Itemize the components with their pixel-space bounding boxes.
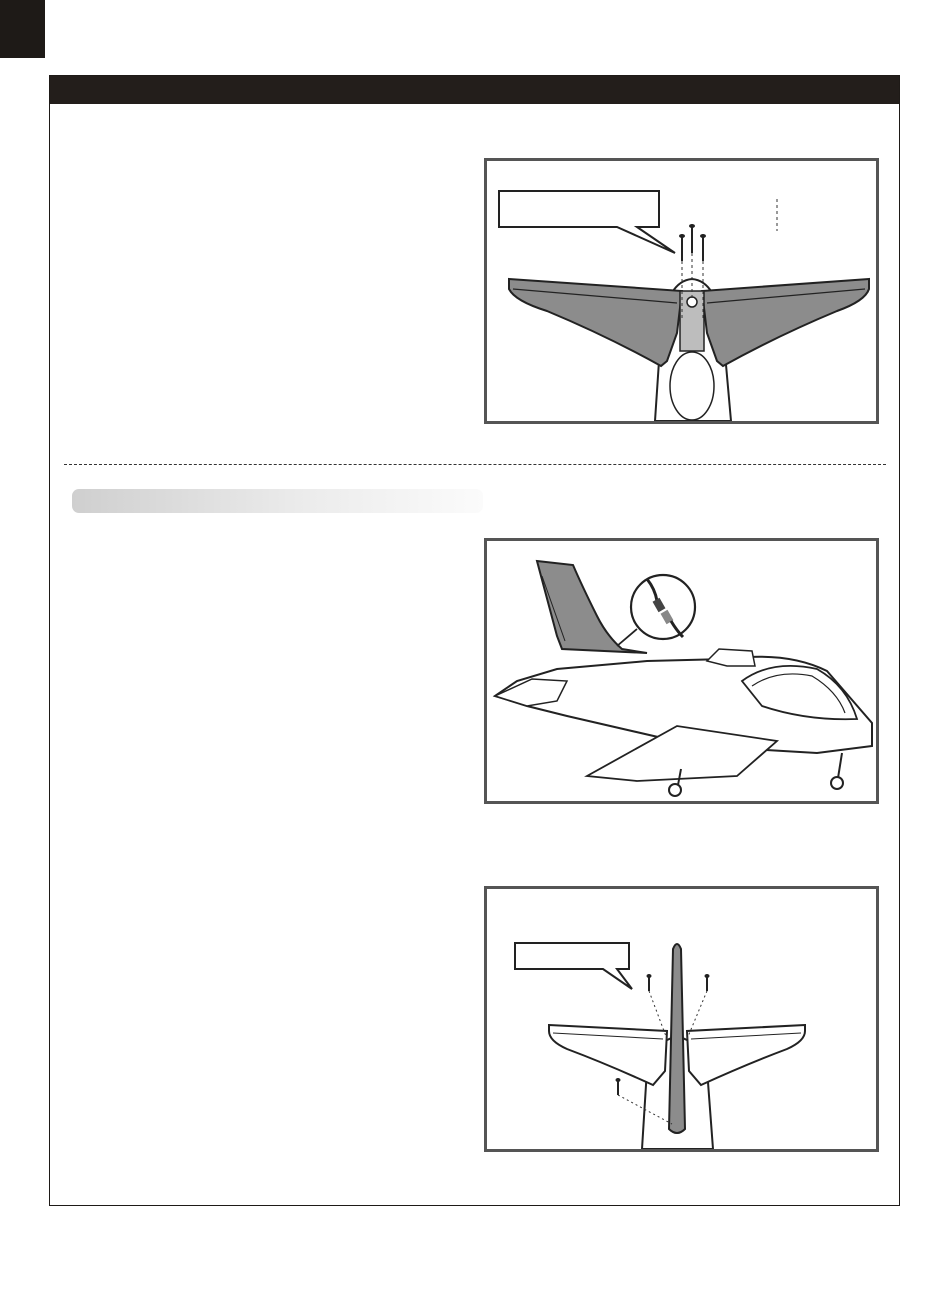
instruction-frame [49,75,900,1206]
screw-icon [647,974,652,991]
screw-icon [705,974,710,991]
screw-icon [616,1078,621,1095]
vertical-stabilizer-screws-illustration [487,889,876,1149]
callout-bubble [499,191,675,253]
figure-horizontal-stabilizer [484,158,879,424]
screw-icon [689,224,695,253]
screw-icon [679,234,685,261]
left-stabilizer-half [509,279,682,366]
section-header-bar [50,76,899,104]
section-subhead-bar [72,489,483,513]
right-stabilizer-half [702,279,869,366]
section-divider [64,464,886,465]
vertical-stabilizer-connection-illustration [487,541,876,801]
vertical-stabilizer [669,944,685,1133]
page-corner-tab [0,0,45,58]
horizontal-stabilizer-illustration [487,161,876,421]
figure-vertical-stabilizer-connection [484,538,879,804]
screw-icon [700,234,706,261]
figure-vertical-stabilizer-screws [484,886,879,1152]
callout-bubble [515,943,632,989]
